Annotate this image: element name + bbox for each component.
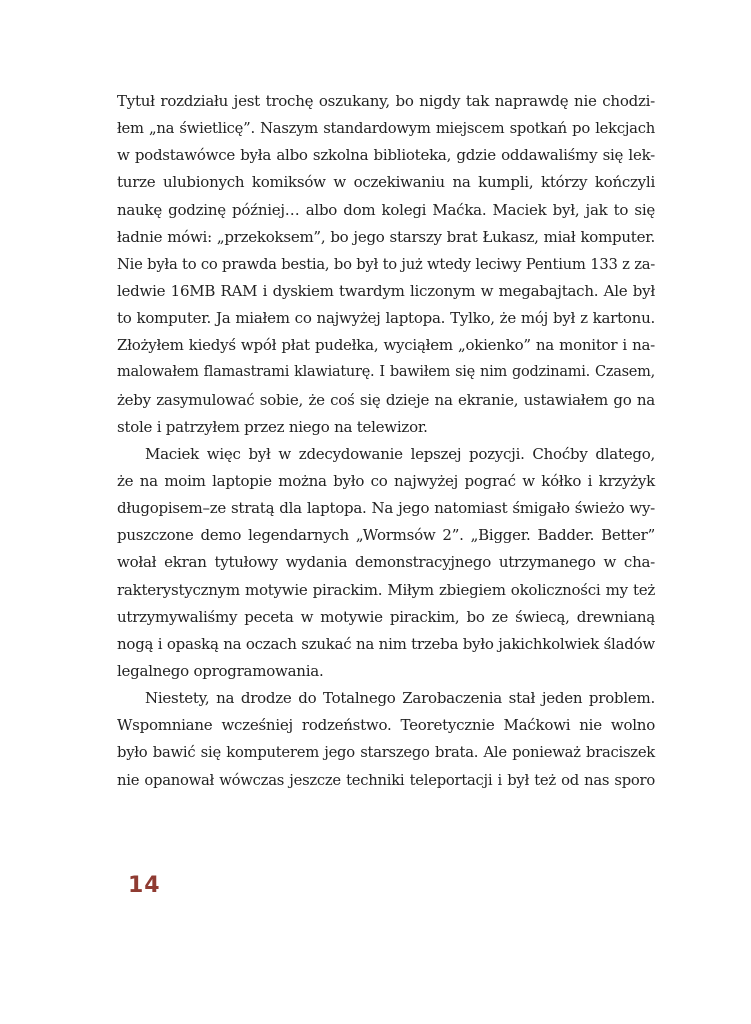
text-line: nogą i opaską na oczach szukać na nim trzeba było jakichkolwiek śladów (117, 634, 655, 653)
text-line: w podstawówce była albo szkolna biblioteka, gdzie oddawaliśmy się lek- (117, 146, 655, 165)
paragraph-2 (117, 441, 655, 685)
text-line: żeby zasymulować sobie, że coś się dzieje na ekranie, ustawiałem go na (117, 390, 655, 409)
text-line: nie opanował wówczas jeszcze techniki teleportacji i był też od nas sporo (117, 771, 655, 789)
text-line: Nie była to co prawda bestia, bo był to już wtedy leciwy Pentium 133 z za- (117, 255, 655, 273)
paragraph-3 (117, 685, 655, 794)
text-line: że na moim laptopie można było co najwyżej pograć w kółko i krzyżyk (117, 471, 655, 490)
page-number: 14 (128, 873, 161, 898)
text-line: Złożyłem kiedyś wpół płat pudełka, wyciąłem „okienko” na monitor i na- (117, 336, 655, 355)
text-line: ładnie mówi: „przekoksem”, bo jego starszy brat Łukasz, miał komputer. (117, 227, 655, 246)
text-line: Tytuł rozdziału jest trochę oszukany, bo nigdy tak naprawdę nie chodzi- (117, 92, 655, 110)
text-line: naukę godzinę później… albo dom kolegi Maćka. Maciek był, jak to się (117, 200, 655, 219)
text-line: było bawić się komputerem jego starszego brata. Ale ponieważ braciszek (117, 744, 655, 762)
text-line: Maciek więc był w zdecydowanie lepszej pozycji. Choćby dlatego, (145, 444, 655, 463)
text-line: Wspomniane wcześniej rodzeństwo. Teoretycznie Maćkowi nie wolno (117, 716, 655, 735)
body-text (117, 88, 655, 794)
text-line: rakterystycznym motywie pirackim. Miłym zbiegiem okoliczności my też (117, 580, 655, 599)
text-line: ledwie 16MB RAM i dyskiem twardym liczonym w megabajtach. Ale był (117, 281, 655, 300)
text-line: długopisem–ze stratą dla laptopa. Na jego natomiast śmigało świeżo wy- (117, 499, 655, 518)
text-line: turze ulubionych komiksów w oczekiwaniu na kumpli, którzy kończyli (117, 173, 655, 192)
text-line: Niestety, na drodze do Totalnego Zarobaczenia stał jeden problem. (145, 689, 655, 708)
text-line: łem „na świetlicę”. Naszym standardowym miejscem spotkań po lekcjach (117, 120, 655, 138)
text-line: legalnego oprogramowania. (117, 661, 324, 680)
paragraph-1 (117, 88, 655, 441)
text-line: puszczone demo legendarnych „Wormsów 2”. „Bigger. Badder. Better” (117, 526, 655, 545)
text-line: to komputer. Ja miałem co najwyżej laptopa. Tylko, że mój był z kartonu. (117, 309, 655, 328)
text-line: stole i patrzyłem przez niego na telewizor. (117, 417, 428, 436)
text-line: utrzymywaliśmy peceta w motywie pirackim, bo ze świecą, drewnianą (117, 607, 655, 626)
text-line: wołał ekran tytułowy wydania demonstracyjnego utrzymanego w cha- (117, 553, 655, 572)
text-line: malowałem flamastrami klawiaturę. I bawiłem się nim godzinami. Czasem, (117, 364, 655, 381)
